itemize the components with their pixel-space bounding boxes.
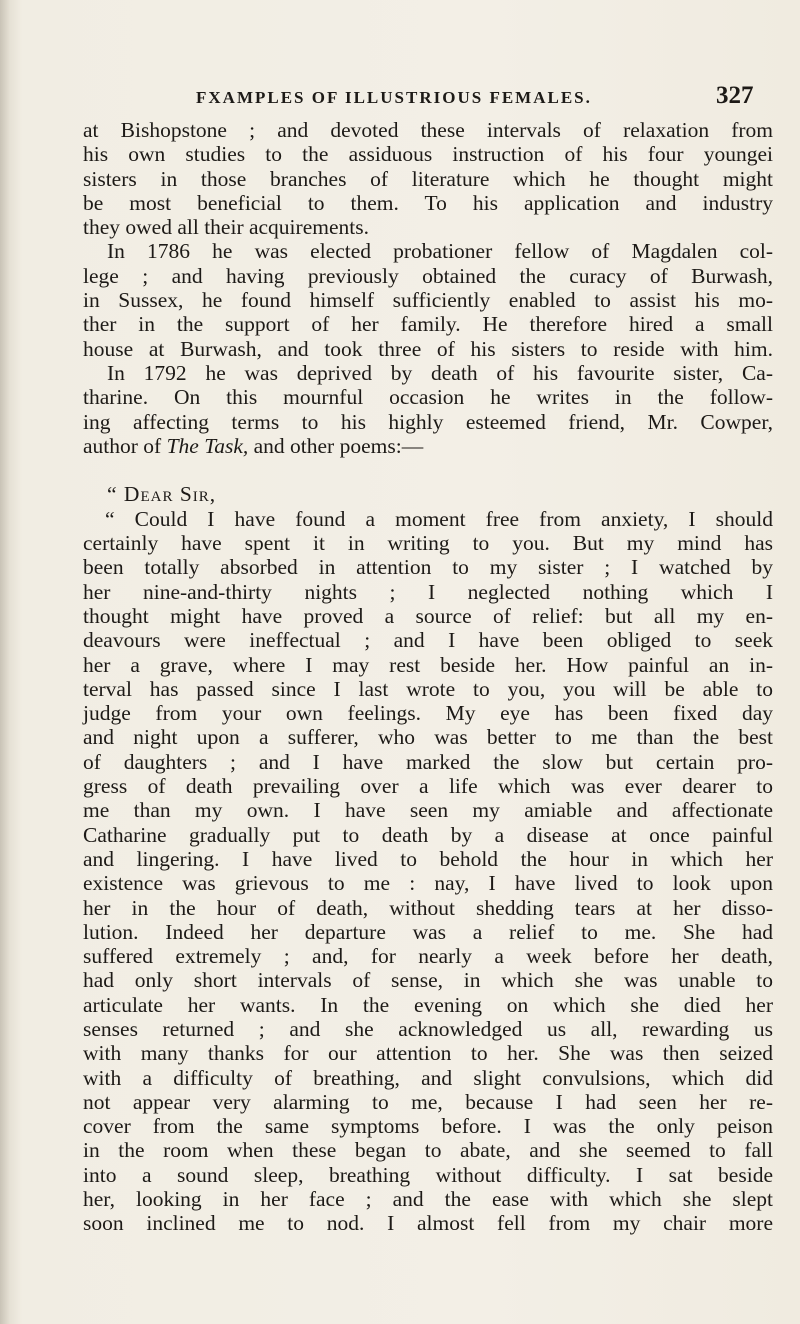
text-line (83, 434, 773, 458)
text-line: cover from the same symptoms before. I was the only peison (83, 1114, 773, 1139)
text-line: his own studies to the assiduous instruction of his four youngei (83, 142, 773, 167)
text-line: suffered extremely ; and, for nearly a week before her death, (83, 944, 773, 969)
text-line: her nine-and-thirty nights ; I neglected nothing which I (83, 579, 773, 604)
page-number: 327 (716, 82, 754, 109)
book-title: The Task, (166, 433, 249, 458)
text-line: had only short intervals of sense, in which she was unable to (83, 968, 773, 993)
text-line: deavours were ineffectual ; and I have been obliged to seek (83, 628, 773, 653)
text-line: not appear very alarming to me, because I had seen her re- (83, 1089, 773, 1114)
text-line: gress of death prevailing over a life which was ever dearer to (83, 774, 773, 799)
text-line: existence was grievous to me : nay, I have lived to look upon (83, 871, 773, 896)
page-header (0, 80, 800, 120)
text-line: and night upon a sufferer, who was better to me than the best (83, 725, 773, 750)
text-line: In 1786 he was elected probationer fellow of Magdalen col- (107, 239, 773, 264)
paragraph-gap (83, 458, 773, 482)
text-line: “ Could I have found a moment free from anxiety, I should (105, 506, 773, 531)
text-line: ther in the support of her family. He therefore hired a small (83, 312, 773, 337)
text-line: at Bishopstone ; and devoted these intervals of relaxation from (83, 118, 773, 142)
running-title: FXAMPLES OF ILLUSTRIOUS FEMALES. (196, 88, 592, 107)
text-line: lution. Indeed her departure was a relief to me. She had (83, 919, 773, 944)
text-line: In 1792 he was deprived by death of his favourite sister, Ca- (107, 360, 773, 385)
text-line: lege ; and having previously obtained the curacy of Burwash, (83, 263, 773, 288)
text-line: thought might have proved a source of relief: but all my en- (83, 603, 773, 628)
text-line: articulate her wants. In the evening on which she died her (83, 992, 773, 1017)
text-line: senses returned ; and she acknowledged us all, rewarding us (83, 1016, 773, 1041)
text-line: Catharine gradually put to death by a disease at once painful (83, 822, 773, 847)
text-line: in the room when these began to abate, and she seemed to fall (83, 1138, 773, 1163)
body-text (83, 118, 773, 1236)
text-line: her, looking in her face ; and the ease with which she slept (83, 1187, 773, 1212)
text-line: terval has passed since I last wrote to you, you will be able to (83, 676, 773, 701)
text-line: me than my own. I have seen my amiable and affectionate (83, 798, 773, 823)
text-line: her a grave, where I may rest beside her. How painful an in- (83, 652, 773, 677)
text-line: they owed all their acquirements. (83, 215, 369, 240)
text-segment: and other poems:— (248, 433, 424, 458)
text-line: with a difficulty of breathing, and slight convulsions, which did (83, 1065, 773, 1090)
text-line: of daughters ; and I have marked the slow but certain pro- (83, 749, 773, 774)
text-line: judge from your own feelings. My eye has been fixed day (83, 701, 773, 726)
text-line: house at Burwash, and took three of his sisters to reside with him. (83, 336, 773, 361)
text-line: with many thanks for our attention to her. She was then seized (83, 1041, 773, 1066)
text-line: be most beneficial to them. To his application and industry (83, 190, 773, 215)
text-line: into a sound sleep, breathing without difficulty. I sat beside (83, 1162, 773, 1187)
text-line: certainly have spent it in writing to you. But my mind has (83, 531, 773, 556)
text-line: sisters in those branches of literature which he thought might (83, 166, 773, 191)
text-line: tharine. On this mournful occasion he writes in the follow- (83, 385, 773, 410)
letter-salutation: “ Dear Sir, (107, 482, 217, 507)
text-line: her in the hour of death, without shedding tears at her disso- (83, 895, 773, 920)
text-line: and lingering. I have lived to behold the hour in which her (83, 846, 773, 871)
text-line: in Sussex, he found himself sufficiently enabled to assist his mo- (83, 288, 773, 313)
text-line: been totally absorbed in attention to my sister ; I watched by (83, 555, 773, 580)
text-line: ing affecting terms to his highly esteemed friend, Mr. Cowper, (83, 409, 773, 434)
text-line: soon inclined me to nod. I almost fell from my chair more (83, 1211, 773, 1236)
text-segment: author of (83, 433, 167, 458)
